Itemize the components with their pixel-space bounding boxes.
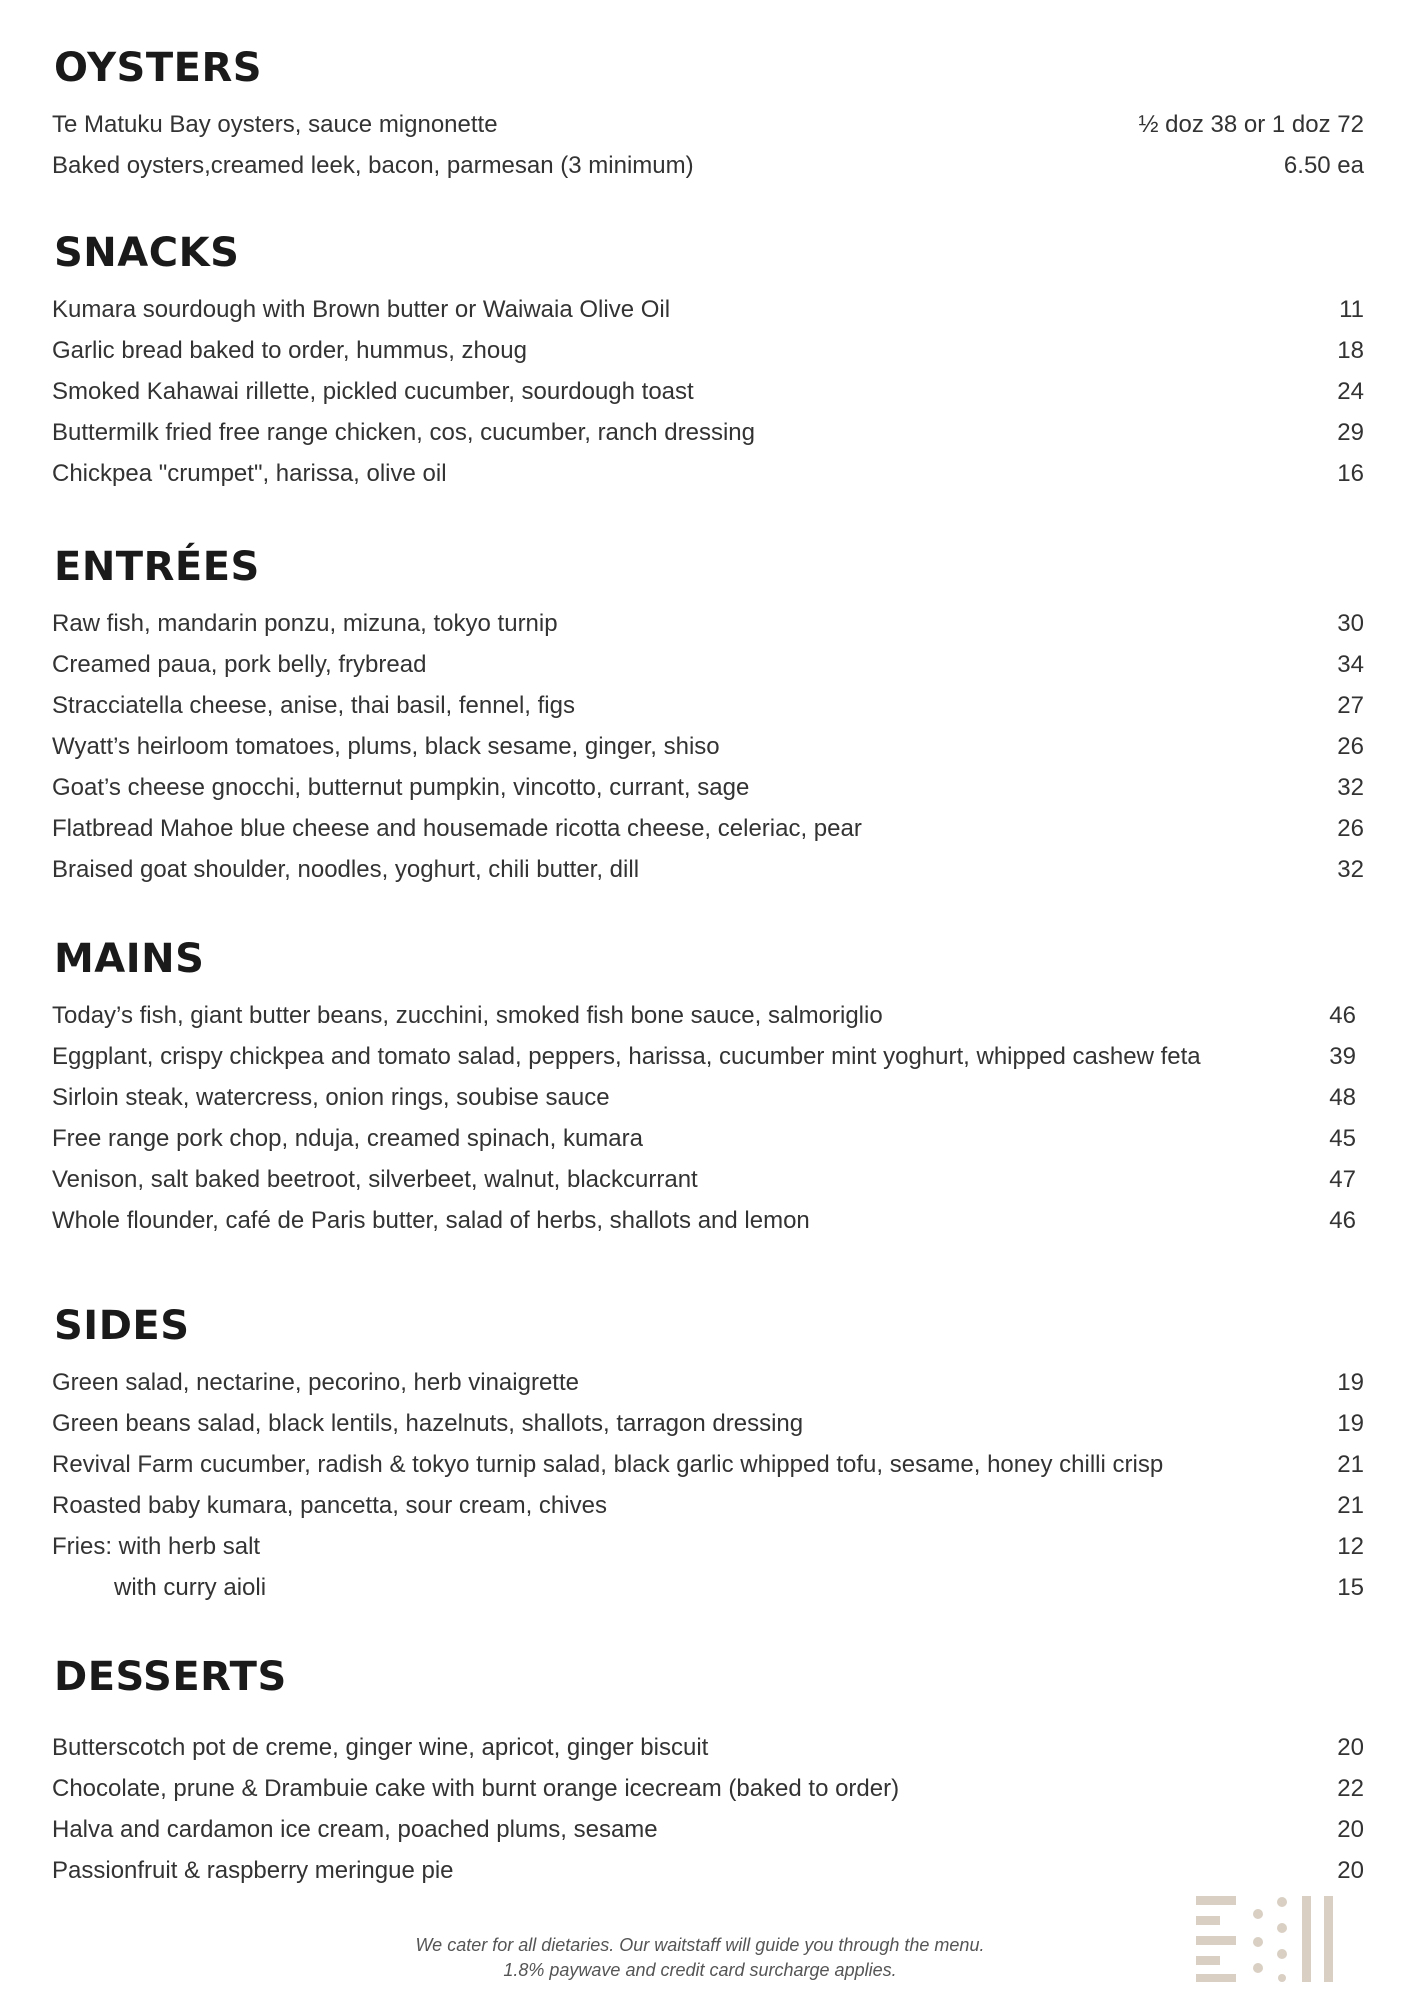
menu-item xyxy=(52,644,1364,685)
menu-item xyxy=(52,1809,1364,1850)
item-price: 21 xyxy=(1337,1451,1364,1478)
item-price: 6.50 ea xyxy=(1283,152,1364,179)
section-entrees xyxy=(52,543,1364,890)
menu-item xyxy=(52,412,1364,453)
menu-item xyxy=(52,726,1364,767)
item-name: Raw fish, mandarin ponzu, mizuna, tokyo turnip xyxy=(52,610,558,637)
section-heading: DESSERTS xyxy=(54,1654,287,1700)
item-name: Flatbread Mahoe blue cheese and housemade ricotta cheese, celeriac, pear xyxy=(52,815,862,842)
section-snacks xyxy=(52,229,1364,494)
item-price: 15 xyxy=(1337,1574,1364,1601)
menu-item xyxy=(52,1567,1364,1608)
item-price: 20 xyxy=(1337,1816,1364,1843)
menu-item xyxy=(52,104,1364,145)
item-name: Chocolate, prune & Drambuie cake with burnt orange icecream (baked to order) xyxy=(52,1775,900,1802)
item-name: Buttermilk fried free range chicken, cos, cucumber, ranch dressing xyxy=(52,419,755,446)
menu-item xyxy=(52,330,1364,371)
item-name: Wyatt’s heirloom tomatoes, plums, black sesame, ginger, shiso xyxy=(52,733,720,760)
item-name: Passionfruit & raspberry meringue pie xyxy=(52,1857,454,1884)
section-mains xyxy=(52,935,1364,1241)
item-price: 47 xyxy=(1329,1166,1356,1193)
menu-item xyxy=(52,1444,1364,1485)
menu-item xyxy=(52,1768,1364,1809)
item-name: Whole flounder, café de Paris butter, salad of herbs, shallots and lemon xyxy=(52,1207,810,1234)
section-sides xyxy=(52,1302,1364,1608)
item-name: Braised goat shoulder, noodles, yoghurt, chili butter, dill xyxy=(52,856,640,883)
item-name: Free range pork chop, nduja, creamed spinach, kumara xyxy=(52,1125,643,1152)
item-name: Eggplant, crispy chickpea and tomato salad, peppers, harissa, cucumber mint yoghurt, whipped cashew feta xyxy=(52,1043,1201,1070)
item-price: 20 xyxy=(1337,1734,1364,1761)
item-name: Garlic bread baked to order, hummus, zhoug xyxy=(52,337,527,364)
item-name: Butterscotch pot de creme, ginger wine, apricot, ginger biscuit xyxy=(52,1734,709,1761)
item-price: 46 xyxy=(1329,1207,1356,1234)
item-price: 27 xyxy=(1337,692,1364,719)
item-price: 18 xyxy=(1337,337,1364,364)
footer-line-surcharge: 1.8% paywave and credit card surcharge applies. xyxy=(503,1960,897,1980)
item-price: 16 xyxy=(1337,460,1364,487)
item-name: Fries: with herb salt xyxy=(52,1533,261,1560)
item-price: 19 xyxy=(1337,1369,1364,1396)
item-price: 39 xyxy=(1329,1043,1356,1070)
menu-item xyxy=(52,1362,1364,1403)
item-price: 34 xyxy=(1337,651,1364,678)
menu-item xyxy=(52,767,1364,808)
item-price: 46 xyxy=(1329,1002,1356,1029)
item-price: 24 xyxy=(1337,378,1364,405)
section-heading: ENTRÉES xyxy=(54,544,260,590)
menu-item xyxy=(52,371,1364,412)
item-price: 21 xyxy=(1337,1492,1364,1519)
item-name: Revival Farm cucumber, radish & tokyo turnip salad, black garlic whipped tofu, sesame, honey chilli crisp xyxy=(52,1451,1164,1478)
item-name: Smoked Kahawai rillette, pickled cucumber, sourdough toast xyxy=(52,378,694,405)
item-name: Green salad, nectarine, pecorino, herb vinaigrette xyxy=(52,1369,579,1396)
menu-item xyxy=(52,1403,1364,1444)
item-price: 26 xyxy=(1337,733,1364,760)
footer-line-dietaries: We cater for all dietaries. Our waitstaff will guide you through the menu. xyxy=(415,1935,985,1955)
menu-item xyxy=(52,1727,1364,1768)
item-name: with curry aioli xyxy=(114,1574,267,1601)
restaurant-logo-icon xyxy=(1196,1894,1356,1984)
menu-item xyxy=(52,1200,1356,1241)
item-name: Goat’s cheese gnocchi, butternut pumpkin, vincotto, currant, sage xyxy=(52,774,750,801)
item-name: Chickpea "crumpet", harissa, olive oil xyxy=(52,460,447,487)
section-oysters xyxy=(52,44,1364,186)
menu-item xyxy=(52,289,1364,330)
item-name: Te Matuku Bay oysters, sauce mignonette xyxy=(52,111,498,138)
item-price: 29 xyxy=(1337,419,1364,446)
item-price: 32 xyxy=(1337,774,1364,801)
item-name: Green beans salad, black lentils, hazelnuts, shallots, tarragon dressing xyxy=(52,1410,804,1437)
item-name: Sirloin steak, watercress, onion rings, soubise sauce xyxy=(52,1084,610,1111)
item-name: Kumara sourdough with Brown butter or Waiwaia Olive Oil xyxy=(52,296,671,323)
item-price: 12 xyxy=(1337,1533,1364,1560)
item-price: 20 xyxy=(1337,1857,1364,1884)
item-name: Halva and cardamon ice cream, poached plums, sesame xyxy=(52,1816,658,1843)
item-name: Today’s fish, giant butter beans, zucchini, smoked fish bone sauce, salmoriglio xyxy=(52,1002,883,1029)
section-desserts xyxy=(52,1653,1364,1891)
menu-item xyxy=(52,603,1364,644)
item-price: 11 xyxy=(1339,296,1364,323)
menu-item xyxy=(52,995,1356,1036)
item-name: Creamed paua, pork belly, frybread xyxy=(52,651,427,678)
menu-item xyxy=(52,1159,1356,1200)
section-heading: SIDES xyxy=(54,1303,190,1349)
menu-item xyxy=(52,453,1364,494)
item-price: 19 xyxy=(1337,1410,1364,1437)
menu-item xyxy=(52,1526,1364,1567)
item-name: Baked oysters,creamed leek, bacon, parmesan (3 minimum) xyxy=(52,152,694,179)
menu-item xyxy=(52,849,1364,890)
item-price: 45 xyxy=(1329,1125,1356,1152)
menu-item xyxy=(52,1485,1364,1526)
menu-item xyxy=(52,145,1364,186)
item-price: 48 xyxy=(1329,1084,1356,1111)
item-price: 30 xyxy=(1337,610,1364,637)
item-name: Stracciatella cheese, anise, thai basil, fennel, figs xyxy=(52,692,575,719)
section-heading: SNACKS xyxy=(54,230,240,276)
section-heading: OYSTERS xyxy=(54,45,263,91)
menu-item xyxy=(52,1850,1364,1891)
menu-item xyxy=(52,1118,1356,1159)
item-name: Venison, salt baked beetroot, silverbeet, walnut, blackcurrant xyxy=(52,1166,698,1193)
footer-note xyxy=(300,1933,1100,1983)
item-price: ½ doz 38 or 1 doz 72 xyxy=(1138,111,1364,138)
menu-item xyxy=(52,1036,1356,1077)
item-name: Roasted baby kumara, pancetta, sour cream, chives xyxy=(52,1492,607,1519)
item-price: 32 xyxy=(1337,856,1364,883)
item-price: 22 xyxy=(1337,1775,1364,1802)
menu-item xyxy=(52,1077,1356,1118)
section-heading: MAINS xyxy=(54,936,205,982)
item-price: 26 xyxy=(1337,815,1364,842)
menu-item xyxy=(52,685,1364,726)
menu-item xyxy=(52,808,1364,849)
